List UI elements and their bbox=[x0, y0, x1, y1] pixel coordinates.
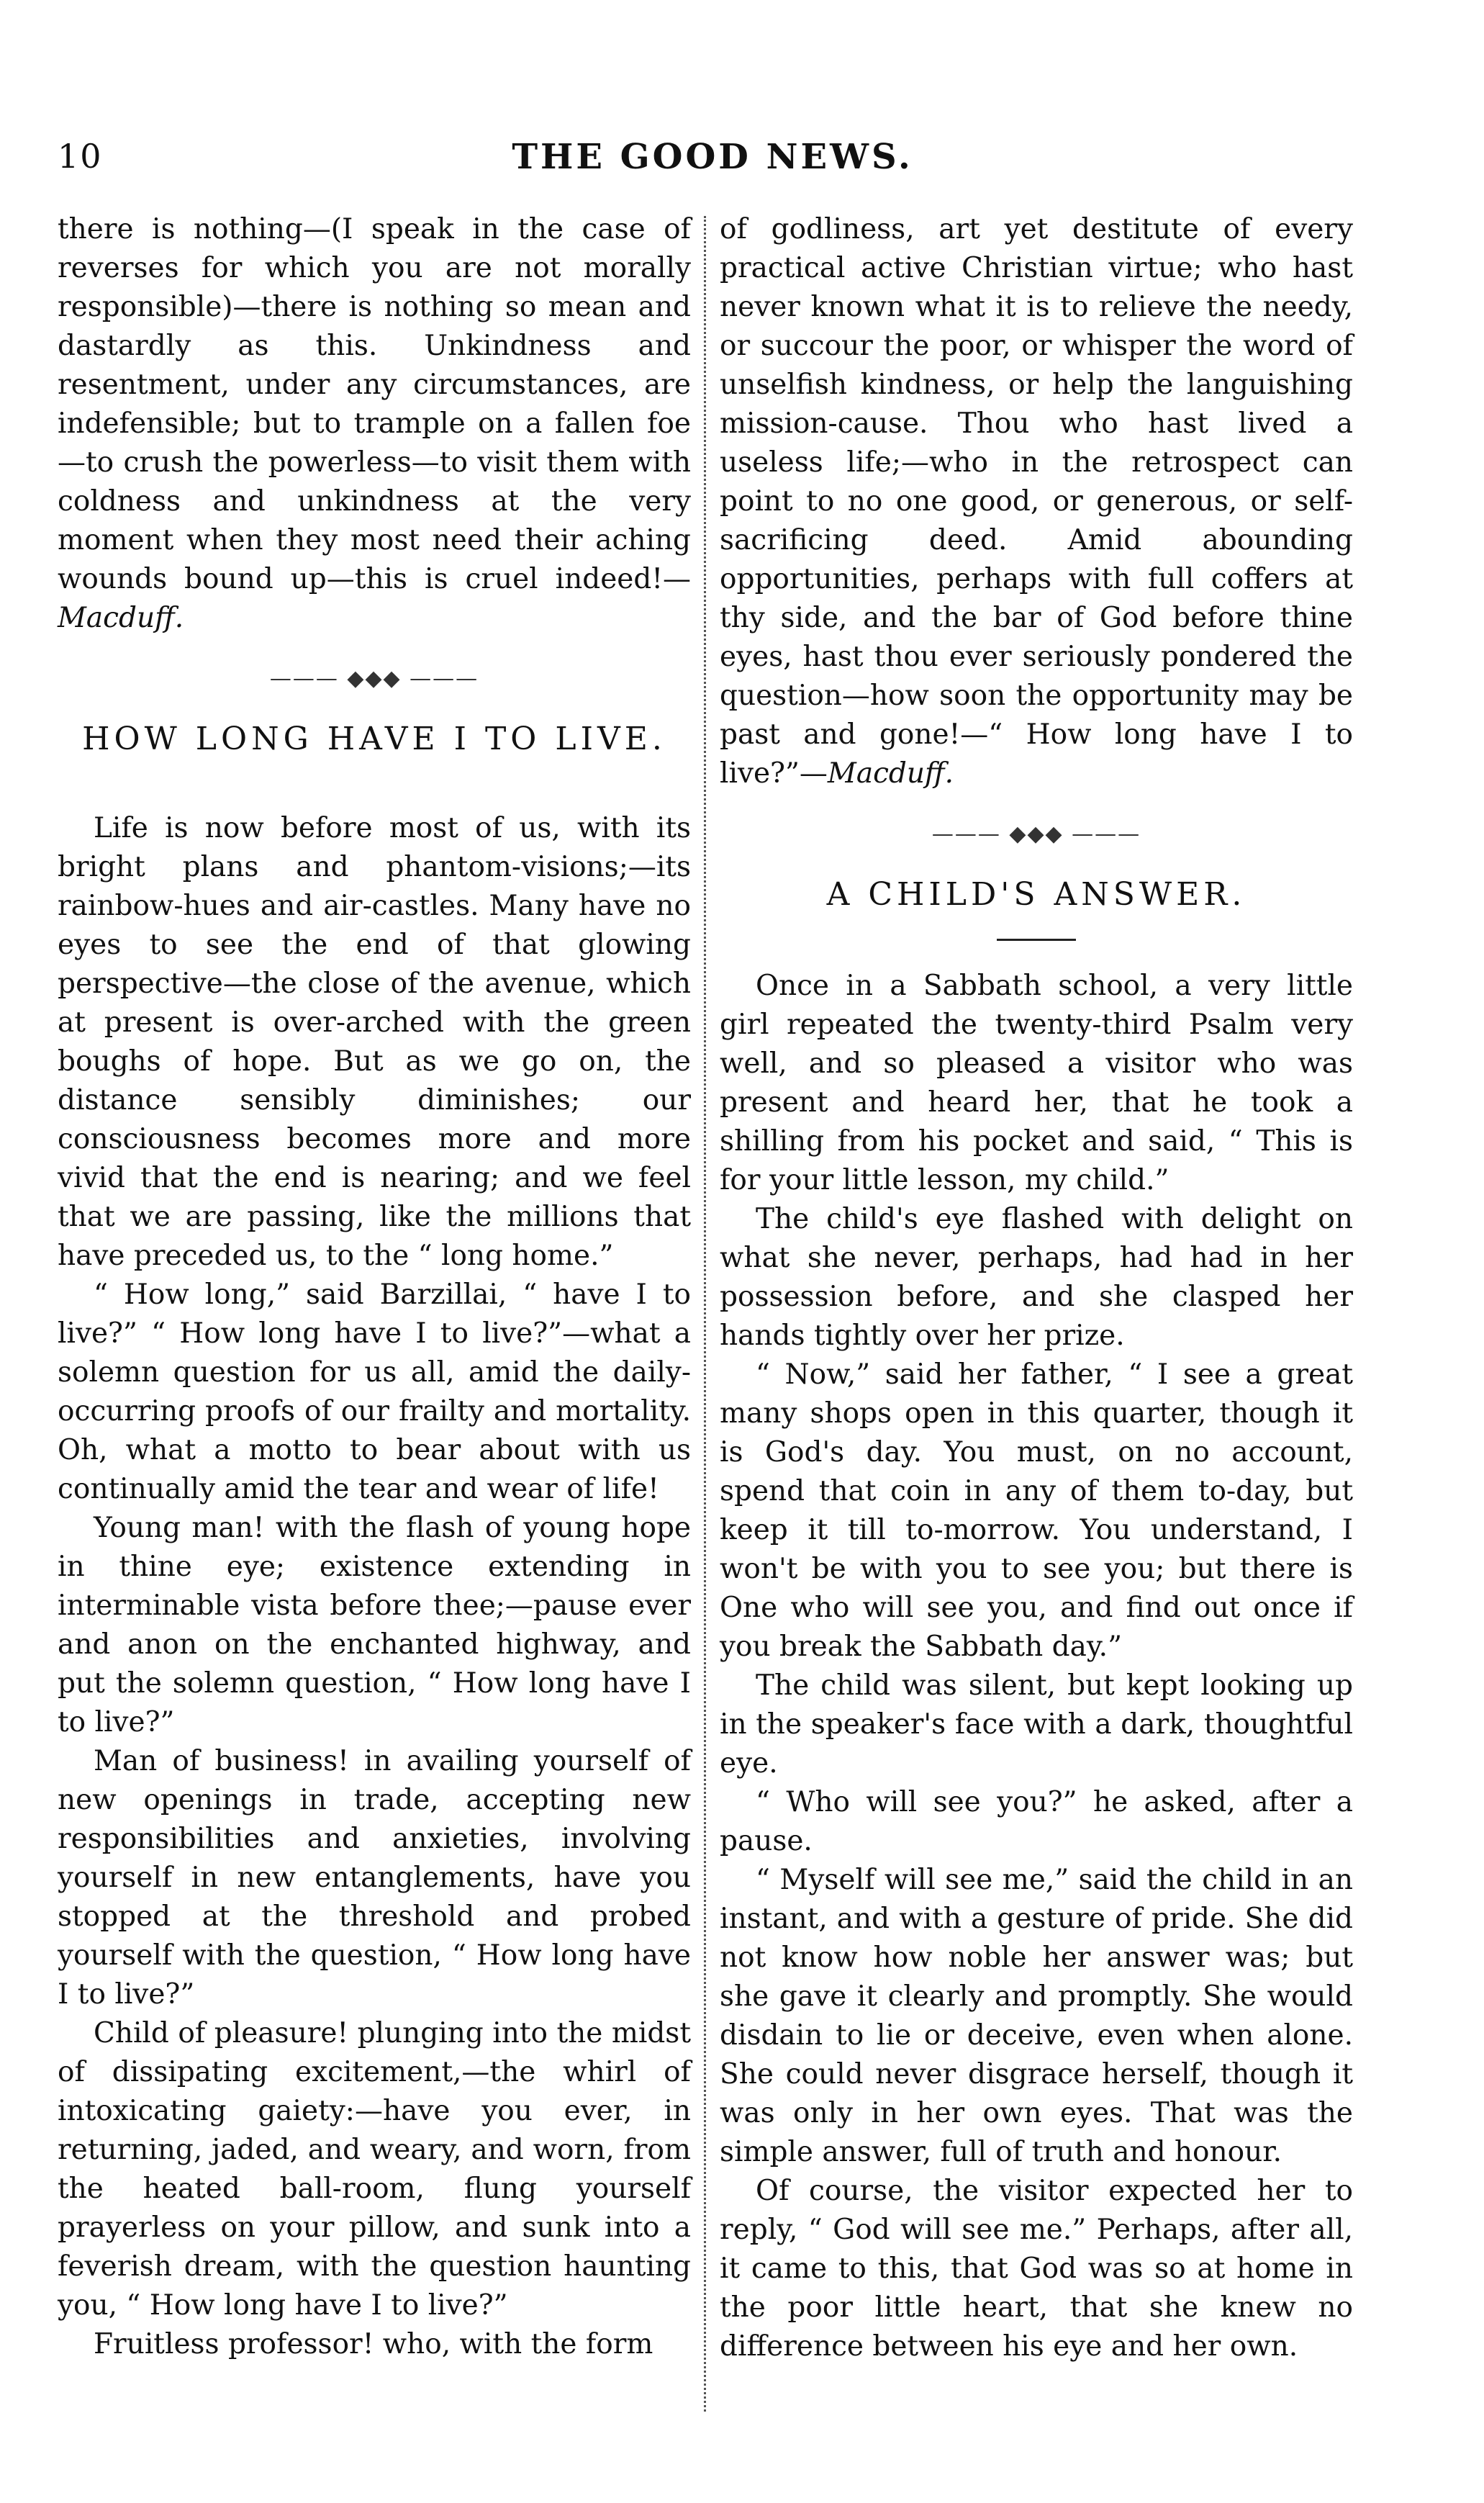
column-divider bbox=[704, 216, 706, 2412]
article-heading-childs-answer: A CHILD'S ANSWER. bbox=[826, 876, 1247, 913]
section-ornament: ——— ◆◆◆ ——— bbox=[269, 666, 479, 691]
page-header bbox=[58, 137, 1367, 187]
article-paragraph: “ Now,” said her father, “ I see a great many shops open in this quarter, though it is God's day. You must, on no account, spend that coin in any of them to-day, but keep it till to-morrow. You understand, I won't be with you to see you; but there is One who will see you, and find out once if you break the Sabbath day.” bbox=[720, 1358, 1353, 1663]
article-paragraph: Life is now before most of us, with its bright plans and phantom-visions;—its rainbow-hues and air-castles. Many have no eyes to see the end of that glowing perspective—the close of the avenue, which at present is over-arched with the green boughs of hope. But as we go on, the distance sensibly diminishes; our consciousness becomes more and more vivid that the end is nearing; and we feel that we are passing, like the millions that have preceded us, to the “ long home.” bbox=[58, 812, 691, 1272]
article-paragraph: Child of pleasure! plunging into the midst of dissipating excitement,—the whirl of intoxicating gaiety:—have you ever, in returning, jaded, and weary, and worn, from the heated ball-room, flung yourself prayerless on your pillow, and sunk into a feverish dream, with the question haunting you, “ How long have I to live?” bbox=[58, 2017, 691, 2322]
page-number: 10 bbox=[58, 137, 103, 176]
right-column bbox=[720, 210, 1353, 2366]
article-paragraph: Of course, the visitor expected her to reply, “ God will see me.” Perhaps, after all, it came to this, that God was so at home in the poor little heart, that she knew no difference between his eye and her own. bbox=[720, 2175, 1353, 2363]
article-paragraph: Man of business! in availing yourself of new openings in trade, accepting new responsibilities and anxieties, involving yourself in new entanglements, have you stopped at the threshold and probed yourself with the question, “ How long have I to live?” bbox=[58, 1745, 691, 2011]
continuation-paragraph bbox=[720, 210, 1353, 793]
continuation-signature: Macduff. bbox=[827, 757, 954, 790]
intro-paragraph-text: there is nothing—(I speak in the case of reverses for which you are not morally responsible)—there is nothing so mean and dastardly as this. Unkindness and resentment, under any circumstances, are indefensible; but to trample on a fallen foe—to crush the powerless—to visit them with coldness and unkindness at the very moment when they most need their aching wounds bound up—this is cruel indeed!— bbox=[58, 213, 691, 595]
article-paragraph: “ Myself will see me,” said the child in an instant, and with a gesture of pride. She did not know how noble her answer was; but she gave it clearly and promptly. She would disdain to lie or deceive, even when alone. She could never disgrace herself, though it was only in her own eyes. That was the simple answer, full of truth and honour. bbox=[720, 1864, 1353, 2168]
heading-rule bbox=[997, 939, 1076, 941]
article-heading-how-long: HOW LONG HAVE I TO LIVE. bbox=[82, 721, 666, 757]
article-paragraph: Fruitless professor! who, with the form bbox=[94, 2328, 653, 2360]
running-title: THE GOOD NEWS. bbox=[512, 137, 913, 177]
intro-paragraph bbox=[58, 210, 691, 638]
section-ornament: ——— ◆◆◆ ——— bbox=[931, 821, 1141, 847]
article-paragraph: The child was silent, but kept looking up in the speaker's face with a dark, thoughtful eye. bbox=[720, 1669, 1353, 1780]
article-paragraph: “ Who will see you?” he asked, after a pause. bbox=[720, 1786, 1353, 1857]
continuation-text: of godliness, art yet destitute of every practical active Christian virtue; who hast never known what it is to relieve the needy, or succour the poor, or whisper the word of unselfish kindness, or help the languishing mission-cause. Thou who hast lived a useless life;—who in the retrospect can point to no one good, or generous, or self-sacrificing deed. Amid abounding opportunities, perhaps with full coffers at thy side, and the bar of God before thine eyes, hast thou ever seriously pondered the question—how soon the opportunity may be past and gone!—“ How long have I to live?”— bbox=[720, 213, 1353, 790]
article-paragraph: Young man! with the flash of young hope in thine eye; existence extending in interminable vista before thee;—pause ever and anon on the enchanted highway, and put the solemn question, “ How long have I to live?” bbox=[58, 1512, 691, 1738]
left-column bbox=[58, 210, 691, 2364]
intro-signature: Macduff. bbox=[58, 602, 184, 634]
article-paragraph: The child's eye flashed with delight on what she never, perhaps, had had in her possession before, and she clasped her hands tightly over her prize. bbox=[720, 1203, 1353, 1352]
article-paragraph: “ How long,” said Barzillai, “ have I to live?” “ How long have I to live?”—what a solemn question for us all, amid the daily-occurring proofs of our frailty and mortality. Oh, what a motto to bear about with us continually amid the tear and wear of life! bbox=[58, 1278, 691, 1505]
heading-spacer bbox=[58, 783, 691, 809]
article-paragraph: Once in a Sabbath school, a very little girl repeated the twenty-third Psalm very well, and so pleased a visitor who was present and heard her, that he took a shilling from his pocket and said, “ This is for your little lesson, my child.” bbox=[720, 970, 1353, 1196]
